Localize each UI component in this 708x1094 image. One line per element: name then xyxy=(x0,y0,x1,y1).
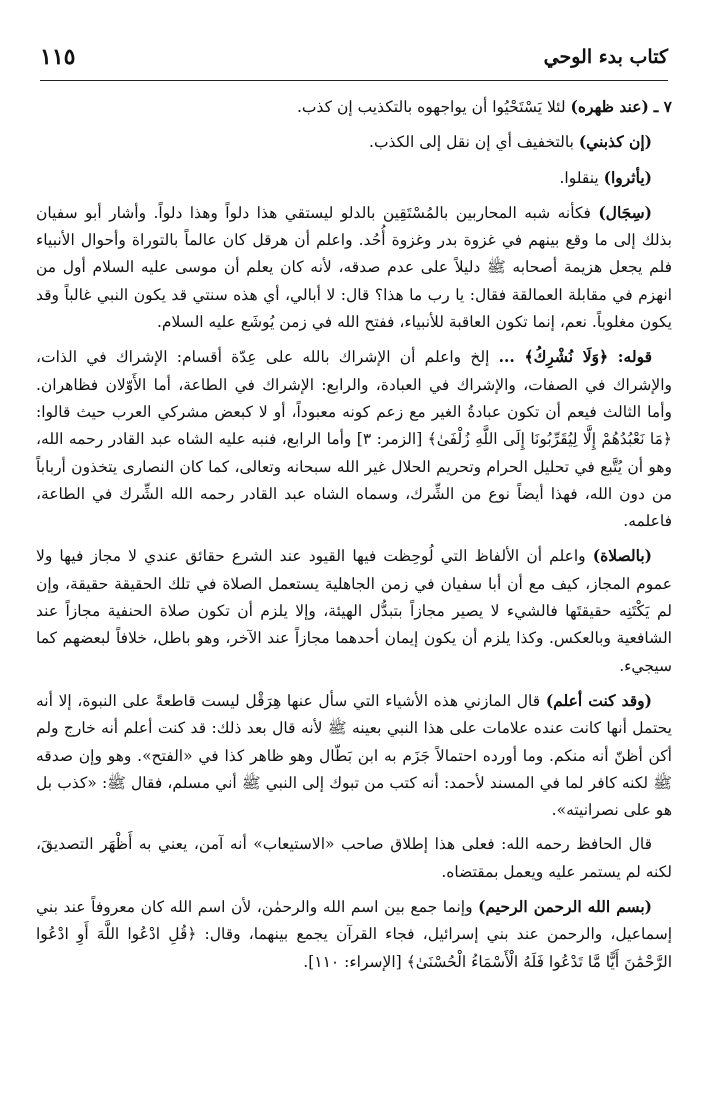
paragraph-text: فكأنه شبه المحاربين بالمُسْتَقِين بالدلو ليستقي هذا دلواً وهذا دلواً. وأشار أبو سفيان بذلك إلى ما وقع بينهم في غزوة بدر وغزوة أُحُد. واعلم أن هرقل كان عالماً بالتوراة وأحوال الأنبياء فلم يجعل هزيمة أصحابه ﷺ دليلاً على عدم صدقه، لأنه كان يعلم أن موسى عليه السلام أول من انهزم في مقابلة العمالقة فقال: يا رب ما هذا؟ قال: لا أبالي، أي هذه سنتي قد يكون النبي غالباً وقد يكون مغلوباً. نعم، إنما تكون العاقبة للأنبياء، ففتح الله في زمن يُوشَع عليه السلام. xyxy=(36,203,672,332)
paragraph xyxy=(36,343,672,535)
paragraph-lead: (بالصلاة) xyxy=(592,546,652,566)
paragraph-note-7 xyxy=(36,93,672,121)
paragraph-text: بالتخفيف أي إن نقل إلى الكذب. xyxy=(369,133,579,152)
paragraph xyxy=(36,542,672,679)
paragraph xyxy=(36,831,672,886)
page-number: ١١٥ xyxy=(40,44,76,70)
paragraph-text: ينقلوا. xyxy=(559,168,604,187)
paragraph-text: واعلم أن الألفاظ التي لُوحِظت فيها القيود عند الشرع حقائق عندي لا مجاز فيها ولا عموم المجاز، كيف مع أن أبا سفيان في زمن الجاهلية يستعمل الصلاة في تلك الحقيقة حقيقة، وإن لم يَكْتَنِه حقيقتَها فالشيء لا يصير مجازاً بتبدُّل الهيئة، وإلا يلزم أن تكون صلاة الحنفية مجازاً عند الشافعية وبالعكس. وكذا يلزم أن يكون إيمان أحدهما مجازاً عند الآخر، وهو باطل، خلافاً لبعضهم كما سيجيء. xyxy=(36,547,672,675)
paragraph xyxy=(36,128,672,156)
paragraph-text: وإنما جمع بين اسم الله والرحمٰن، لأن اسم الله كان معروفاً عند بني إسماعيل، والرحمن عند بني إسرائيل، فجاء القرآن يجمع بينهما، وقال: ﴿قُلِ ادْعُوا اللَّهَ أَوِ ادْعُوا الرَّحْمَٰنَ أَيًّا مَّا تَدْعُوا فَلَهُ الْأَسْمَاءُ الْحُسْنَىٰ﴾ [الإسراء: ١١٠]. xyxy=(36,898,672,971)
page-body xyxy=(36,93,672,983)
paragraph-text: إلخ واعلم أن الإشراك بالله على عِدّة أقسام: الإشراك في الذات، والإشراك في الصفات، والإشراك في العبادة، والرابع: الإشراك في الطاعة، أما الأَوّلان فظاهران. وأما الثالث فيعم أن تكون عبادةُ الغير مع زعم كونه معبوداً، أو لا كبعض مشركي العرب حيث قالوا: ﴿مَا نَعْبُدُهُمْ إِلَّا لِيُقَرِّبُونَا إِلَى اللَّهِ زُلْفَىٰ﴾ [الزمر: ٣] وأما الرابع، فنبه عليه الشاه عبد القادر رحمه الله، وهو أن يُتَّبع في تحليل الحرام وتحريم الحلال غير الله سبحانه وتعالى، كما كان النصارى يتخذون أرباباً من دون الله، فهذا أيضاً نوع من الشِّرك، وسماه الشاه عبد القادر رحمه الله الشِّرك في الطاعة، فاعلمه. xyxy=(36,348,673,531)
paragraph-lead: (سِجَال) xyxy=(598,202,652,222)
note-number: ٧ ـ xyxy=(653,97,672,116)
paragraph-lead: (إن كذبني) xyxy=(578,132,652,152)
paragraph-lead: (يأثروا) xyxy=(603,167,652,187)
paragraph-lead: قوله: ﴿وَلَا نُشْرِكُ﴾ ... xyxy=(498,347,652,367)
page-header xyxy=(40,38,668,81)
paragraph-text: لئلا يَسْتَحْيُوا أن يواجهوه بالتكذيب إن كذب. xyxy=(297,98,571,116)
running-title: كتاب بدء الوحي xyxy=(543,46,668,68)
paragraph-lead: (وقد كنت أعلم) xyxy=(545,690,652,710)
paragraph xyxy=(36,893,672,976)
paragraph-text: قال المازني هذه الأشياء التي سأل عنها هِرَقْل ليست قاطعةً على النبوة، إلا أنه يحتمل أنها كانت عنده علامات على هذا النبي بعينه ﷺ لأنه قال بعد ذلك: قد كنت أعلم أنه خارج ولم أكن أظنّ أنه منكم. وما أورده احتمالاً جَزَم به ابن بَطّال وهو ظاهر كذا في «الفتح». وهو وإن صدقه ﷺ لكنه كافر لما في المسند لأحمد: أنه كتب من تبوك إلى النبي ﷺ أني مسلم، فقال ﷺ: «كذب بل هو على نصرانيته». xyxy=(36,691,672,820)
paragraph-lead: (بسم الله الرحمن الرحيم) xyxy=(478,897,652,917)
paragraph xyxy=(36,164,672,192)
paragraph xyxy=(36,199,672,336)
paragraph-text: قال الحافظ رحمه الله: فعلى هذا إطلاق صاحب «الاستيعاب» أنه آمن، يعني به أَظْهَر التصديقَ، لكنه لم يستمر عليه ويعمل بمقتضاه. xyxy=(36,835,672,881)
paragraph xyxy=(36,687,672,824)
paragraph-lead: (عند ظهره) xyxy=(570,97,649,116)
